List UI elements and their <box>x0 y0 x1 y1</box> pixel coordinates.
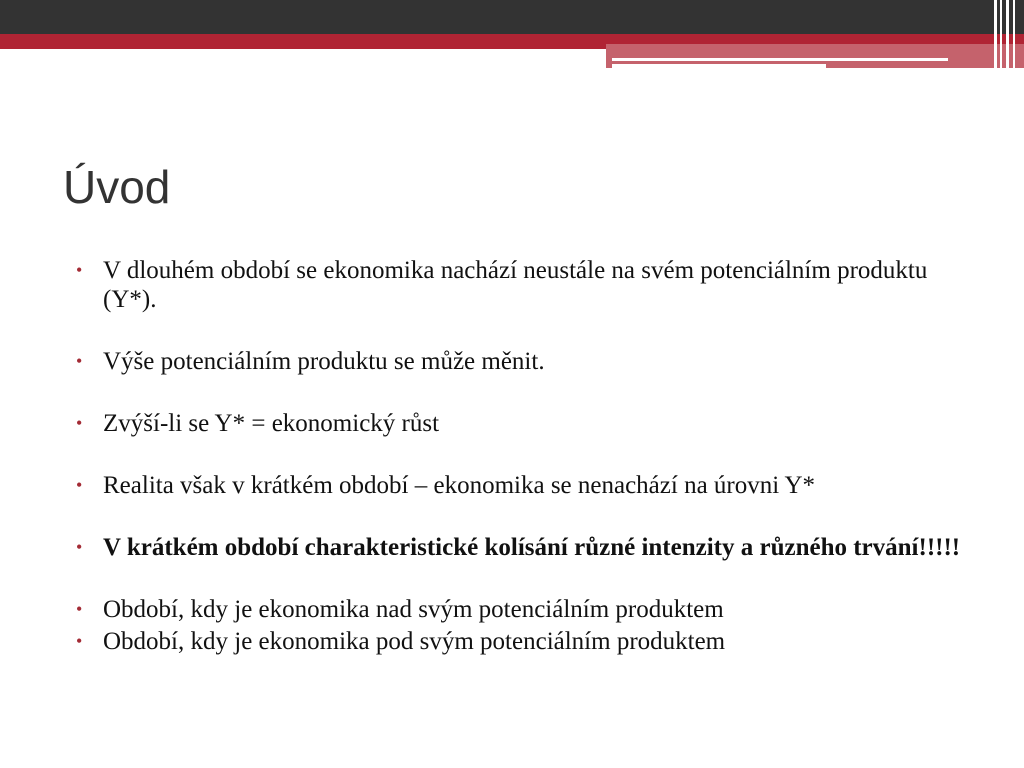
bullet-icon: • <box>76 537 83 557</box>
bullet-item <box>72 409 972 438</box>
header-dark-band <box>0 0 1024 34</box>
bullet-icon: • <box>76 260 83 280</box>
bullet-text: Výše potenciálním produktu se může měnit. <box>103 348 545 375</box>
bullet-text: Období, kdy je ekonomika pod svým potenciálním produktem <box>103 628 726 655</box>
bullet-text: V dlouhém období se ekonomika nachází neustále na svém potenciálním produktu (Y*). <box>103 257 928 313</box>
bullet-icon: • <box>76 599 83 619</box>
bullet-item <box>72 256 972 314</box>
header-stripe <box>1006 0 1009 68</box>
bullet-text: Období, kdy je ekonomika nad svým potenciálním produktem <box>103 596 724 623</box>
bullet-text: V krátkém období charakteristické kolísání různé intenzity a různého trvání!!!!! <box>103 534 961 561</box>
header-white-line <box>612 64 826 68</box>
bullet-icon: • <box>76 351 83 371</box>
header-white-line <box>612 58 948 61</box>
bullet-icon: • <box>76 413 83 433</box>
bullet-item <box>72 347 972 376</box>
bullet-item <box>72 595 972 624</box>
slide-title: Úvod <box>63 161 171 213</box>
bullet-list <box>72 256 972 659</box>
bullet-item <box>72 471 972 500</box>
bullet-icon: • <box>76 475 83 495</box>
header-stripe <box>994 0 997 68</box>
bullet-text: Realita však v krátkém období – ekonomika se nenachází na úrovni Y* <box>103 472 816 499</box>
bullet-text: Zvýší-li se Y* = ekonomický růst <box>103 410 440 437</box>
bullet-item <box>72 533 972 562</box>
header-stripe <box>1013 0 1015 68</box>
bullet-item <box>72 627 972 656</box>
header-stripe <box>1000 0 1002 68</box>
bullet-icon: • <box>76 631 83 651</box>
